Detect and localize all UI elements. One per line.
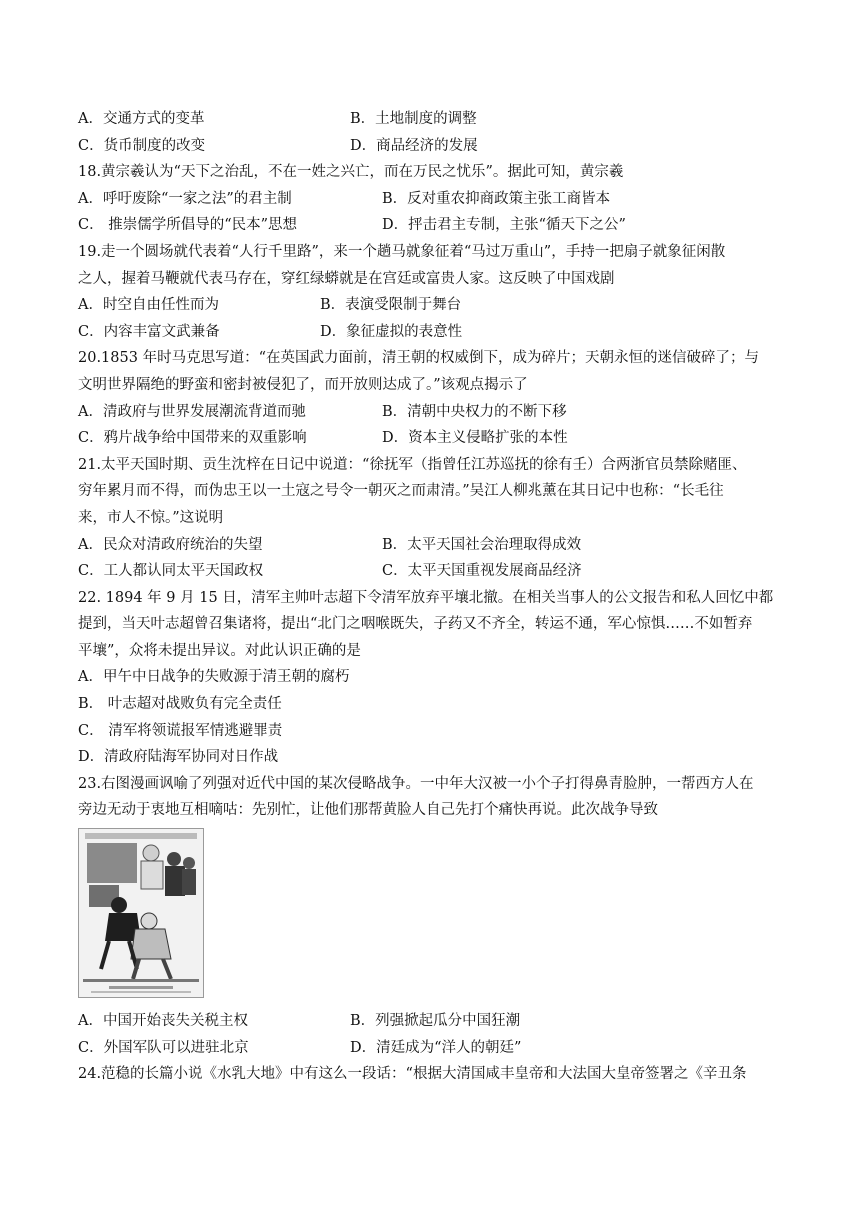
q19-stem-line-2: 之人，握着马鞭就代表马存在，穿红绿蟒就是在宫廷或富贵人家。这反映了中国戏剧 — [78, 270, 615, 287]
q23-option-b[interactable]: B．列强掀起瓜分中国狂潮 — [350, 1013, 521, 1030]
q19-option-d[interactable]: D．象征虚拟的表意性 — [320, 323, 463, 340]
cartoon-drawing — [79, 829, 203, 997]
q23-option-c[interactable]: C．外国军队可以进驻北京 — [78, 1039, 249, 1056]
q22-stem-line-1: 22. 1894 年 9 月 15 日，清军主帅叶志超下令清军放弃平壤北撤。在相关当事人的公文报告和私人回忆中都 — [78, 589, 774, 606]
q20-options-row-2 — [78, 425, 790, 452]
q22-option-c[interactable]: C． 清军将领谎报军情逃避罪责 — [78, 722, 283, 739]
q17-option-d[interactable]: D．商品经济的发展 — [350, 137, 478, 154]
q17-option-a[interactable]: A．交通方式的变革 — [78, 111, 205, 127]
q24-stem-line-1: 24.范稳的长篇小说《水乳大地》中有这么一段话：“根据大清国咸丰皇帝和大法国大皇帝签署之《辛丑条 — [78, 1066, 747, 1083]
q22-stem-line-2: 提到，当天叶志超曾召集诸将，提出“北门之咽喉既失，子药又不齐全，转运不通，军心惊惧……不如暂弃 — [78, 616, 753, 633]
q23-options-row-2 — [78, 1035, 790, 1062]
q21-stem-line-3: 来，市人不惊。”这说明 — [78, 509, 224, 526]
q21-options-row-2 — [78, 558, 790, 585]
q23-stem-line-1: 23.右图漫画讽喻了列强对近代中国的某次侵略战争。一中年大汉被一小个子打得鼻青脸肿，一帮西方人在 — [78, 775, 754, 792]
q22-option-b[interactable]: B． 叶志超对战败负有完全责任 — [78, 696, 282, 713]
q21-option-c[interactable]: C．工人都认同太平天国政权 — [78, 563, 264, 580]
q19-option-a[interactable]: A．时空自由任性而为 — [78, 297, 219, 314]
q20-stem-line-2: 文明世界隔绝的野蛮和密封被侵犯了，而开放则达成了。”该观点揭示了 — [78, 376, 528, 393]
q21-stem-line-2: 穷年累月而不得，而伪忠王以一土寇之号令一朝灭之而肃清。”吴江人柳兆薰在其日记中也称：“长毛往 — [78, 483, 724, 500]
q22-option-d[interactable]: D．清政府陆海军协同对日作战 — [78, 749, 279, 766]
q17-option-b[interactable]: B．土地制度的调整 — [350, 111, 477, 127]
q19-stem-line-1: 19.走一个圆场就代表着“人行千里路”，来一个趟马就象征着“马过万重山”，手持一把扇子就象征闲散 — [78, 243, 726, 260]
q17-options-row-2 — [78, 133, 790, 160]
q18-options-row-2 — [78, 212, 790, 239]
q23-option-d[interactable]: D．清廷成为“洋人的朝廷” — [350, 1039, 522, 1056]
q20-stem-line-1: 20.1853 年时马克思写道：“在英国武力面前，清王朝的权威倒下，成为碎片；天朝永恒的迷信破碎了；与 — [78, 350, 759, 367]
q19-options-row-1 — [78, 292, 790, 319]
q21-option-d[interactable]: C．太平天国重视发展商品经济 — [382, 563, 582, 580]
q21-stem-line-1: 21.太平天国时期、贡生沈梓在日记中说道：“徐抚军（指曾任江苏巡抚的徐有壬）合两浙官员禁除赌匪、 — [78, 456, 747, 473]
q17-option-c[interactable]: C．货币制度的改变 — [78, 137, 206, 154]
q17-options-row-1 — [78, 106, 790, 133]
q22-option-a[interactable]: A．甲午中日战争的失败源于清王朝的腐朽 — [78, 669, 350, 686]
cartoon-illustration — [78, 828, 204, 998]
q18-option-d[interactable]: D．抨击君主专制，主张“循天下之公” — [382, 217, 626, 234]
q18-option-a[interactable]: A．呼吁废除“一家之法”的君主制 — [78, 190, 292, 207]
q22-stem-line-3: 平壤”，众将未提出异议。对此认识正确的是 — [78, 642, 361, 659]
q20-options-row-1 — [78, 399, 790, 426]
q21-option-b[interactable]: B．太平天国社会治理取得成效 — [382, 536, 582, 553]
q18-option-c[interactable]: C． 推崇儒学所倡导的“民本”思想 — [78, 217, 298, 234]
q19-option-c[interactable]: C．内容丰富文武兼备 — [78, 323, 220, 340]
q18-options-row-1 — [78, 186, 790, 213]
q23-option-a[interactable]: A．中国开始丧失关税主权 — [78, 1013, 248, 1030]
q19-options-row-2 — [78, 319, 790, 346]
q23-options-row-1 — [78, 1008, 790, 1035]
q20-option-b[interactable]: B．清朝中央权力的不断下移 — [382, 403, 567, 420]
q19-option-b[interactable]: B．表演受限制于舞台 — [320, 297, 462, 314]
q20-option-c[interactable]: C．鸦片战争给中国带来的双重影响 — [78, 430, 307, 447]
q20-option-a[interactable]: A．清政府与世界发展潮流背道而驰 — [78, 403, 306, 420]
q21-option-a[interactable]: A．民众对清政府统治的失望 — [78, 536, 263, 553]
exam-page — [78, 106, 790, 1088]
q18-option-b[interactable]: B．反对重农抑商政策主张工商皆本 — [382, 190, 611, 207]
q20-option-d[interactable]: D．资本主义侵略扩张的本性 — [382, 430, 568, 447]
q21-options-row-1 — [78, 532, 790, 559]
q23-stem-line-2: 旁边无动于衷地互相嘀咕：先别忙，让他们那帮黄脸人自己先打个痛快再说。此次战争导致 — [78, 802, 658, 819]
q18-stem: 18.黄宗羲认为“天下之治乱，不在一姓之兴亡，而在万民之忧乐”。据此可知，黄宗羲 — [78, 164, 624, 181]
